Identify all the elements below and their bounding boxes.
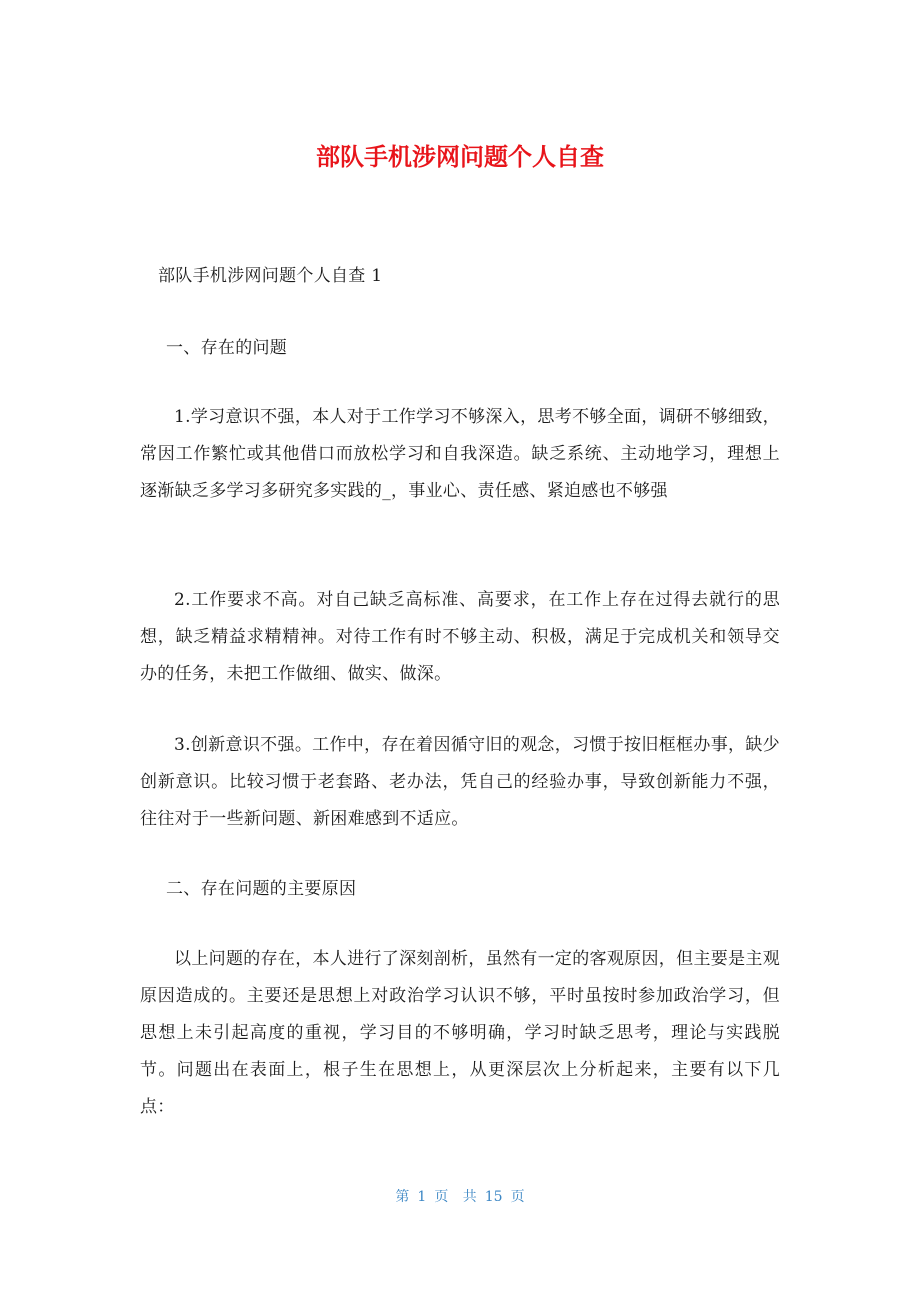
problem-item-2: 2.工作要求不高。对自己缺乏高标准、高要求，在工作上存在过得去就行的思想，缺乏精益求精精神。对待工作有时不够主动、积极，满足于完成机关和领导交办的任务，未把工作做细、做实、做深。 [140, 590, 780, 684]
cause-paragraph: 以上问题的存在，本人进行了深刻剖析，虽然有一定的客观原因，但主要是主观原因造成的。主要还是思想上对政治学习认识不够，平时虽按时参加政治学习，但思想上未引起高度的重视，学习目的不够明确，学习时缺乏思考，理论与实践脱节。问题出在表面上，根子生在思想上，从更深层次上分析起来，主要有以下几点： [140, 949, 780, 1117]
problem-item-1: 1.学习意识不强，本人对于工作学习不够深入，思考不够全面，调研不够细致，常因工作繁忙或其他借口而放松学习和自我深造。缺乏系统、主动地学习，理想上逐渐缺乏多学习多研究多实践的_，事业心、责任感、紧迫感也不够强 [140, 407, 780, 501]
section-heading-problems: 一、存在的问题 [166, 338, 288, 358]
page-indicator [0, 1187, 920, 1207]
document-title: 部队手机涉网问题个人自查 [316, 143, 604, 171]
page-label-suffix: 页 [510, 1189, 525, 1205]
current-page-number: 1 [417, 1189, 427, 1205]
page-label-prefix: 第 [395, 1189, 410, 1205]
document-subtitle: 部队手机涉网问题个人自查 1 [158, 266, 383, 286]
page-label-middle: 页 共 [434, 1189, 477, 1205]
section-heading-causes: 二、存在问题的主要原因 [166, 879, 357, 899]
problem-item-3: 3.创新意识不强。工作中，存在着因循守旧的观念，习惯于按旧框框办事，缺少创新意识。比较习惯于老套路、老办法，凭自己的经验办事，导致创新能力不强，往往对于一些新问题、新困难感到不适应。 [140, 735, 780, 829]
total-page-count: 15 [484, 1189, 503, 1205]
